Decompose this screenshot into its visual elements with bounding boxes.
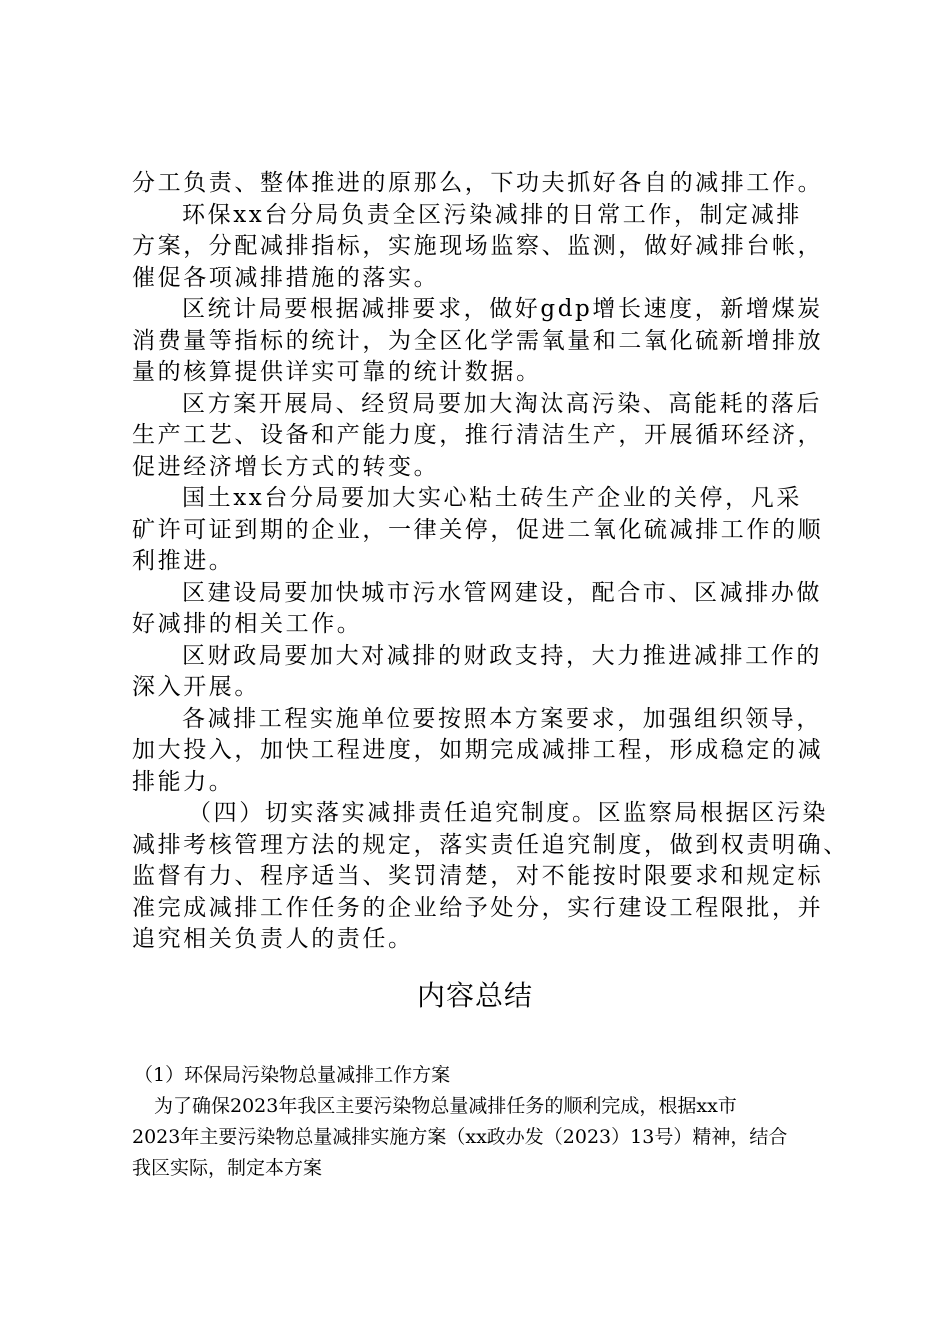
- body-line: 监督有力、程序适当、奖罚清楚，对不能按时限要求和规定标: [132, 863, 824, 889]
- body-line: 国土xx台分局要加大实心粘土砖生产企业的关停，凡采: [182, 485, 802, 511]
- body-line: 环保xx台分局负责全区污染减排的日常工作，制定减排: [182, 201, 802, 228]
- body-line: 矿许可证到期的企业，一律关停，促进二氧化硫减排工作的顺: [132, 516, 824, 543]
- body-line: 区建设局要加快城市污水管网建设，配合市、区减排办做: [182, 579, 822, 606]
- body-line: 区方案开展局、经贸局要加大淘汰高污染、高能耗的落后: [182, 390, 822, 417]
- document-body: [132, 168, 849, 956]
- body-line: 加大投入，加快工程进度，如期完成减排工程，形成稳定的减: [132, 737, 824, 763]
- summary-line: 2023年主要污染物总量减排实施方案（xx政办发（2023）13号）精神，结合: [132, 1126, 788, 1148]
- body-line: 排能力。: [132, 768, 235, 795]
- body-line: 利推进。: [132, 548, 235, 574]
- summary-section: [132, 1060, 832, 1184]
- body-line: 准完成减排工作任务的企业给予处分，实行建设工程限批，并: [132, 894, 824, 921]
- body-line: 减排考核管理方法的规定，落实责任追究制度，做到权责明确、: [132, 831, 849, 858]
- body-line: 催促各项减排措施的落实。: [132, 264, 440, 291]
- summary-line: 为了确保2023年我区主要污染物总量减排任务的顺利完成，根据xx市: [154, 1095, 737, 1117]
- body-line: 区财政局要加大对减排的财政支持，大力推进减排工作的: [182, 642, 822, 669]
- body-line: 方案，分配减排指标，实施现场监察、监测，做好减排台帐，: [132, 233, 824, 259]
- body-line: 分工负责、整体推进的原那么，下功夫抓好各自的减排工作。: [132, 170, 824, 196]
- body-line: 深入开展。: [132, 674, 260, 700]
- body-line: 好减排的相关工作。: [132, 611, 363, 637]
- body-line: 追究相关负责人的责任。: [132, 926, 414, 952]
- body-line: 各减排工程实施单位要按照本方案要求，加强组织领导，: [182, 705, 822, 732]
- summary-line: 我区实际，制定本方案: [132, 1157, 323, 1179]
- body-line: （四）切实落实减排责任追究制度。区监察局根据区污染: [188, 800, 828, 826]
- body-line: 促进经济增长方式的转变。: [132, 453, 440, 480]
- summary-title: 内容总结: [416, 979, 533, 1012]
- summary-heading: （1）环保局污染物总量减排工作方案: [134, 1064, 451, 1086]
- body-line: 消费量等指标的统计，为全区化学需氧量和二氧化硫新增排放: [132, 327, 824, 354]
- body-line: 量的核算提供详实可靠的统计数据。: [132, 359, 542, 385]
- body-line: 区统计局要根据减排要求，做好gdp增长速度，新增煤炭: [182, 296, 823, 322]
- body-line: 生产工艺、设备和产能力度，推行清洁生产，开展循环经济，: [132, 422, 824, 448]
